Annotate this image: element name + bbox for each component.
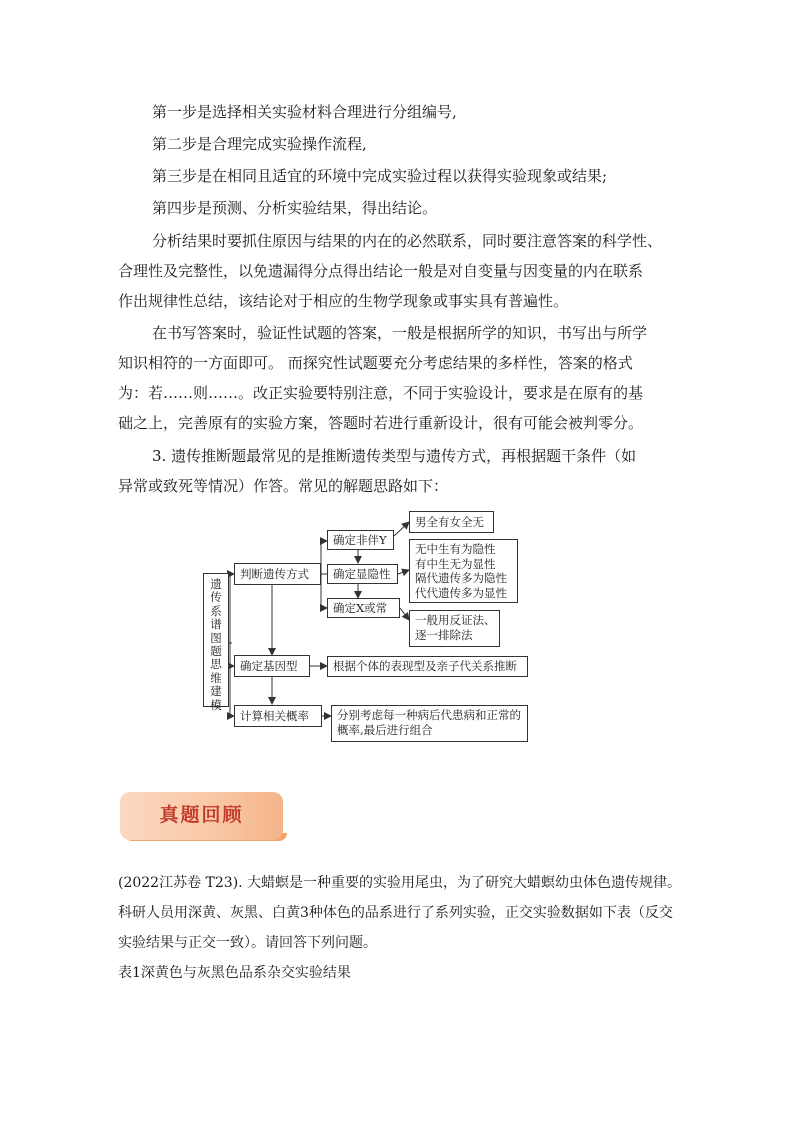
- flowchart-x-note-2: 逐一排除法: [415, 628, 473, 642]
- flowchart-probability-note-2: 概率,最后进行组合: [337, 723, 433, 737]
- flowchart-x-box: [327, 598, 400, 618]
- flowchart-y-box: [327, 530, 394, 550]
- flowchart-probability-note-box: [331, 705, 528, 742]
- text-answer-line-1: 在书写答案时，验证性试题的答案，一般是根据所学的知识，书写出与所学: [152, 324, 648, 342]
- flowchart-judge-box: [234, 563, 321, 585]
- flowchart-x-label: 确定X或常: [333, 601, 388, 615]
- text-analysis-line-2: 合理性及完整性，以免遗漏得分点得出结论一般是对自变量与因变量的内在联系: [118, 262, 644, 280]
- flowchart-dominance-label: 确定显隐性: [333, 567, 391, 581]
- text-step4: 第四步是预测、分析实验结果，得出结论。: [152, 199, 438, 217]
- flowchart-dominance-note-box: [409, 539, 518, 603]
- text-answer-line-4: 础之上，完善原有的实验方案，答题时若进行重新设计，很有可能会被判零分。: [118, 414, 644, 432]
- section-banner-title: 真题回顾: [159, 804, 244, 826]
- flowchart-genotype-note-box: [327, 656, 528, 677]
- text-analysis-line-1: 分析结果时要抓住原因与结果的内在的必然联系，同时要注意答案的科学性、: [152, 232, 663, 250]
- flowchart-x-note-box: [409, 610, 500, 647]
- question-line-2: 科研人员用深黄、灰黑、白黄3种体色的品系进行了系列实验，正交实验数据如下表（反交: [118, 905, 673, 921]
- flowchart-genotype-note: 根据个体的表现型及亲子代关系推断: [333, 659, 517, 673]
- section-banner: [120, 792, 283, 840]
- text-answer-line-3: 为：若……则……。改正实验要特别注意，不同于实验设计，要求是在原有的基: [118, 384, 644, 402]
- flowchart-genotype-label: 确定基因型: [240, 659, 298, 673]
- flowchart-probability-note-1: 分别考虑每一种病后代患病和正常的: [337, 708, 521, 722]
- flowchart-root-label: 遗传系谱图题思维建模: [210, 577, 222, 712]
- text-analysis-line-3: 作出规律性总结，该结论对于相应的生物学现象或事实具有普遍性。: [118, 292, 569, 310]
- question-line-1: (2022江苏卷 T23). 大蜡螟是一种重要的实验用尾虫，为了研究大蜡螟幼虫体色遗传规律。: [118, 875, 682, 891]
- flowchart-dominance-note-2: 有中生无为显性: [415, 556, 496, 571]
- flowchart-y-note-box: [409, 511, 494, 533]
- text-step1: 第一步是选择相关实验材料合理进行分组编号,: [152, 103, 457, 121]
- flowchart-genotype-box: [234, 655, 310, 677]
- flowchart-dominance-box: [327, 564, 398, 584]
- table-caption: 表1深黄色与灰黑色品系杂交实验结果: [118, 965, 351, 981]
- flowchart-dominance-note-4: 代代遗传多为显性: [415, 585, 507, 600]
- flowchart-dominance-note-1: 无中生有为隐性: [415, 542, 496, 556]
- text-genetics-line-1: 3. 遗传推断题最常见的是推断遗传类型与遗传方式，再根据题干条件（如: [152, 447, 637, 465]
- flowchart-x-note-1: 一般用反证法、: [415, 613, 496, 627]
- flowchart-root-box: [203, 573, 229, 712]
- text-step3: 第三步是在相同且适宜的环境中完成实验过程以获得实验现象或结果;: [152, 167, 608, 185]
- flowchart-probability-box: [234, 705, 322, 727]
- text-genetics-line-2: 异常或致死等情况）作答。常见的解题思路如下：: [118, 477, 449, 495]
- flowchart-y-label: 确定非伴Y: [333, 533, 387, 547]
- text-answer-line-2: 知识相符的一方面即可。 而探究性试题要充分考虑结果的多样性，答案的格式: [118, 354, 633, 372]
- flowchart-judge-label: 判断遗传方式: [240, 567, 309, 581]
- text-step2: 第二步是合理完成实验操作流程,: [152, 135, 367, 153]
- flowchart-y-note: 男全有女全无: [415, 515, 484, 529]
- flowchart-probability-label: 计算相关概率: [240, 709, 309, 723]
- question-line-3: 实验结果与正交一致）。请回答下列问题。: [118, 935, 377, 951]
- flowchart-dominance-note-3: 隔代遗传多为隐性: [415, 571, 507, 585]
